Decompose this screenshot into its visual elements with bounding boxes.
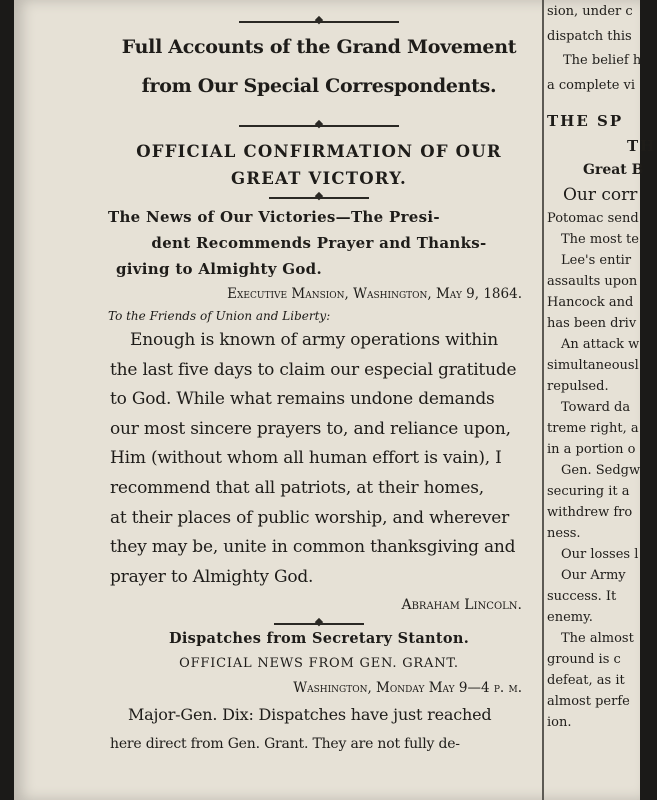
right-line: simultaneousl [547,357,639,373]
right-line: enemy. [547,609,593,625]
right-line: has been driv [547,315,637,331]
main-column [94,0,544,800]
dispatch-body [94,700,544,759]
right-line: securing it a [547,483,630,499]
body-line: the last five days to claim our especial gratitude [110,359,517,380]
right-line: ion. [547,714,572,730]
headline-line-1: Full Accounts of the Grand Movement [121,36,517,58]
body-line: prayer to Almighty God. [110,566,314,587]
right-line: The belief h [563,53,642,69]
newspaper-page [14,0,657,800]
section-title-line-2: GREAT VICTORY. [230,169,407,188]
right-line: sion, under c [547,4,633,19]
right-column [547,0,657,800]
right-line: Gen. Sedgw [561,462,641,478]
section-title-line-1: OFFICIAL CONFIRMATION OF OUR [136,142,502,161]
right-line: The most te [561,231,639,247]
subhead-line-2: dent Recommends Prayer and Thanks- [151,234,487,252]
subhead-line-3: giving to Almighty God. [116,260,322,278]
body-line: Enough is known of army operations within [130,330,499,350]
right-line: ground is c [547,651,621,667]
right-line: success. It [547,588,617,604]
right-line: assaults upon [547,273,638,289]
right-line: a complete vi [547,78,636,94]
right-line: ness. [547,525,581,541]
signature: Abraham Lincoln. [401,597,522,614]
right-line: The almost [561,630,634,646]
dispatch-head: Dispatches from Secretary Stanton. [168,630,470,648]
right-heading: TH [627,136,657,155]
dispatch-subhead: OFFICIAL NEWS FROM GEN. GRANT. [179,656,459,672]
ornamental-rule-small [94,192,544,200]
ornamental-rule [94,120,544,132]
right-line: almost perfe [547,693,630,709]
right-line: Our Army [561,567,626,583]
right-line: Our losses l [561,546,639,562]
body-line: Major-Gen. Dix: Dispatches have just reached [128,705,492,725]
dispatch-dateline: Washington, Monday May 9—4 p. m. [293,680,522,697]
right-line: dispatch this [547,28,632,44]
right-heading: THE SP [547,111,624,130]
subhead-line-1: The News of Our Victories—The Presi- [108,208,440,226]
body-line: Him (without whom all human effort is vain), I [110,448,502,469]
ornamental-rule [94,16,544,28]
right-line: in a portion o [547,441,636,457]
right-subheading: Great B [583,162,644,179]
salutation: To the Friends of Union and Liberty: [108,309,331,323]
headline-line-2: from Our Special Correspondents. [141,75,497,97]
right-line: Lee's entir [561,252,632,268]
dateline: Executive Mansion, Washington, May 9, 1864. [227,286,522,302]
body-line: they may be, unite in common thanksgiving and [110,537,516,558]
body-line: here direct from Gen. Grant. They are not fully de- [110,735,460,752]
body-line: at their places of public worship, and wherever [110,507,510,528]
right-line: Potomac send [547,210,639,226]
right-line: An attack w [561,336,640,352]
body-line: to God. While what remains undone demands [110,389,495,410]
body-line: recommend that all patriots, at their homes, [110,477,484,498]
body-line: our most sincere prayers to, and reliance upon, [110,418,511,439]
right-line: repulsed. [547,378,609,394]
right-line: Hancock and [547,294,634,310]
right-line: defeat, as it [547,672,625,688]
ornamental-rule-small [94,618,544,626]
right-line: treme right, a [547,420,639,436]
column-divider [542,0,544,800]
right-line: Toward da [561,399,631,415]
proclamation-body [94,326,544,592]
right-line: Our corr [563,184,638,205]
right-line: withdrew fro [547,504,633,520]
